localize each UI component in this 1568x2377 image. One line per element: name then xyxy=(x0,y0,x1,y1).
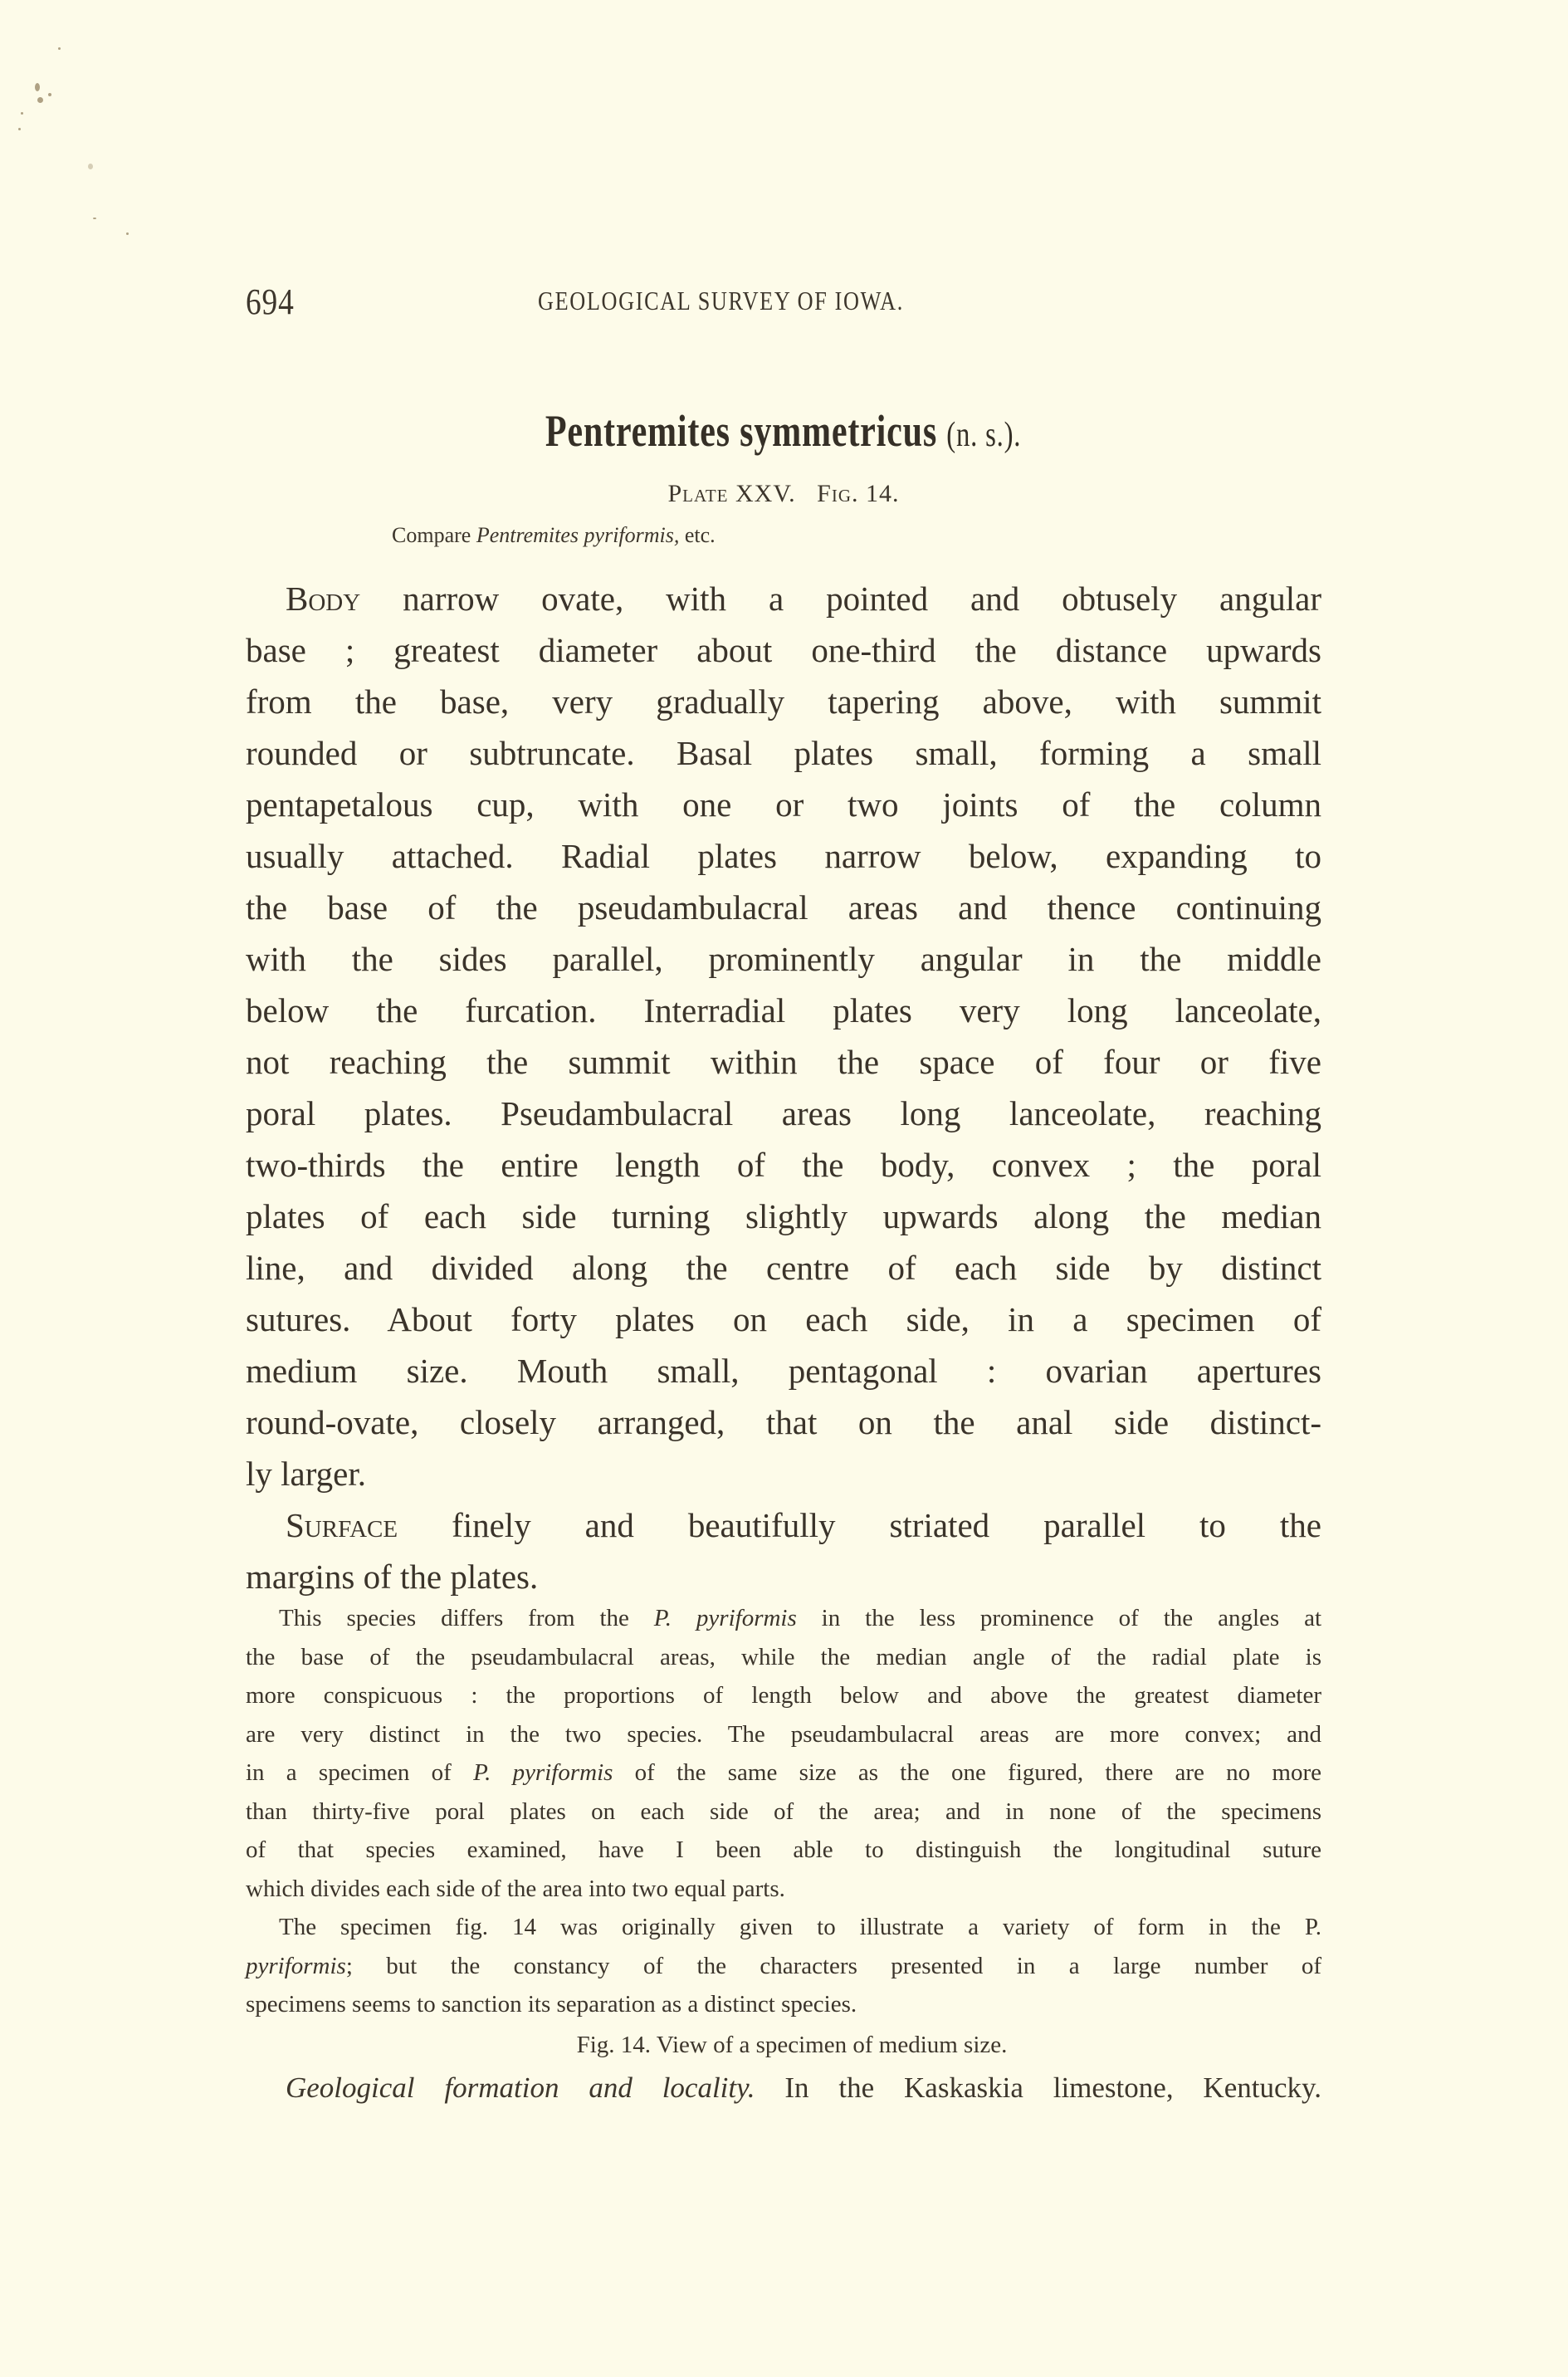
remark-line: the base of the pseudambulacral areas, while the median angle of the radial plate is xyxy=(246,1643,1321,1670)
text-fragment: narrow ovate, with a pointed and obtusely angular xyxy=(360,580,1321,618)
running-title: GEOLOGICAL SURVEY OF IOWA. xyxy=(538,286,904,315)
remark-line: are very distinct in the two species. The pseudambulacral areas are more convex; and xyxy=(246,1720,1321,1748)
remark-line xyxy=(246,1947,1321,1986)
lead-word-surface: Surface xyxy=(286,1506,398,1544)
species-title xyxy=(545,405,1021,457)
text-line: line, and divided along the centre of each side by distinct xyxy=(246,1249,1321,1287)
text-line: plates of each side turning slightly upwards along the median xyxy=(246,1197,1321,1235)
remark-line xyxy=(246,1599,1321,1638)
species-designation: (n. s.). xyxy=(946,416,1022,454)
text-fragment: of the same size as the one figured, there are no more xyxy=(613,1759,1322,1786)
remark-line: more conspicuous : the proportions of length below and above the greatest diameter xyxy=(246,1682,1321,1709)
text-line: ly larger. xyxy=(246,1455,366,1493)
compare-prefix: Compare xyxy=(392,523,471,547)
remark-line: of that species examined, have I been able to distinguish the longitudinal suture xyxy=(246,1837,1321,1863)
page-number: 694 xyxy=(246,281,295,322)
remark-line: which divides each side of the area into two equal parts. xyxy=(246,1875,785,1902)
plate-number: XXV. xyxy=(735,480,796,507)
lead-word-body: Body xyxy=(286,580,361,618)
species-heading xyxy=(246,405,1321,457)
remarks xyxy=(246,1599,1321,2024)
compare-suffix: etc. xyxy=(684,523,716,547)
species-name: Pentremites symmetricus xyxy=(545,406,938,456)
text-line: below the furcation. Interradial plates very long lanceolate, xyxy=(246,991,1321,1030)
plate-label: Plate xyxy=(667,480,729,507)
text-line: usually attached. Radial plates narrow below, expanding to xyxy=(246,837,1321,875)
fig-number: 14. xyxy=(866,480,900,507)
remark-line: than thirty-five poral plates on each side of the area; and in none of the specimens xyxy=(246,1797,1321,1825)
text-line: not reaching the summit within the space of four or five xyxy=(246,1043,1321,1081)
compare-species: Pentremites pyriformis, xyxy=(476,523,680,547)
remark-line xyxy=(246,1753,1321,1793)
text-fragment: ; but the constancy of the characters presented in a large number of xyxy=(345,1952,1321,1979)
species-ref: P. pyriformis xyxy=(473,1759,613,1786)
text-line: pentapetalous cup, with one or two joints of the column xyxy=(246,785,1321,824)
locality-line xyxy=(246,2071,1321,2105)
text-line: base ; greatest diameter about one-third the distance upwards xyxy=(246,631,1321,669)
text-line: the base of the pseudambulacral areas and thence continuing xyxy=(246,888,1321,927)
compare-note xyxy=(246,523,716,548)
plate-reference xyxy=(246,480,1321,508)
description-paragraph xyxy=(246,573,1321,1602)
text-line: sutures. About forty plates on each side, in a specimen of xyxy=(246,1300,1321,1338)
text-line: two-thirds the entire length of the body, convex ; the poral xyxy=(246,1146,1321,1184)
figure-caption: Fig. 14. View of a specimen of medium size. xyxy=(576,2032,1008,2058)
fig-label: Fig. xyxy=(817,480,859,507)
text-fragment: This species differs from the xyxy=(279,1605,654,1631)
text-line: with the sides parallel, prominently angular in the middle xyxy=(246,940,1321,978)
text-line: round-ovate, closely arranged, that on the anal side distinct- xyxy=(246,1403,1321,1441)
text-line: rounded or subtruncate. Basal plates small, forming a small xyxy=(246,734,1321,772)
text-line: from the base, very gradually tapering above, with summit xyxy=(246,682,1321,721)
remark-line: specimens seems to sanction its separation as a distinct species. xyxy=(246,1991,857,2018)
text-line xyxy=(246,573,1321,624)
running-head xyxy=(246,281,1321,322)
text-line: medium size. Mouth small, pentagonal : ovarian apertures xyxy=(246,1352,1321,1390)
text-fragment: in the less prominence of the angles at xyxy=(796,1605,1321,1631)
text-fragment: finely and beautifully striated parallel to the xyxy=(398,1506,1321,1544)
species-ref: pyriformis xyxy=(246,1952,346,1979)
surface-line xyxy=(246,1499,1321,1551)
surface-line: margins of the plates. xyxy=(246,1558,539,1596)
text-line: poral plates. Pseudambulacral areas long lanceolate, reaching xyxy=(246,1094,1321,1132)
paper-specks xyxy=(0,0,133,249)
remark-line: The specimen fig. 14 was originally given to illustrate a variety of form in the P. xyxy=(279,1914,1321,1940)
locality-label: Geological formation and locality. xyxy=(286,2071,755,2104)
species-ref: P. pyriformis xyxy=(653,1605,797,1631)
locality-text: In the Kaskaskia limestone, Kentucky. xyxy=(755,2071,1321,2104)
text-fragment: in a specimen of xyxy=(246,1759,474,1786)
